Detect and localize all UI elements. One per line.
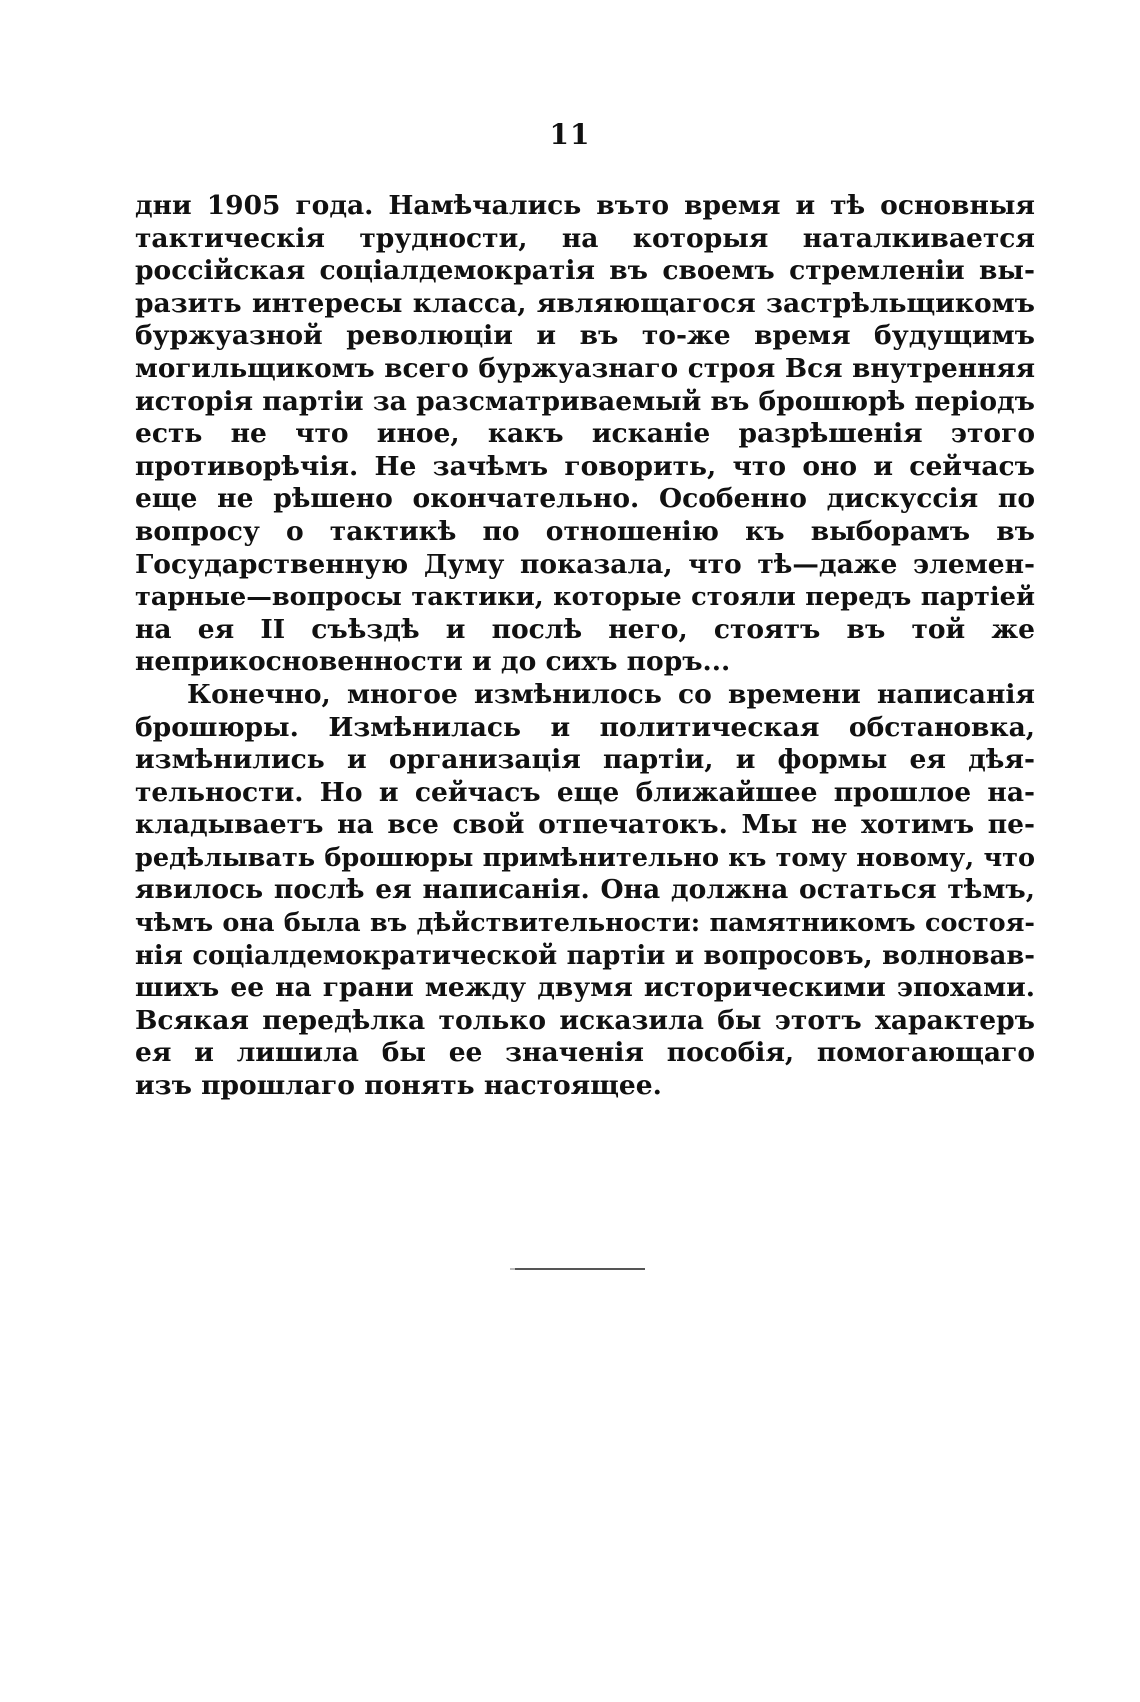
text-line: нія соціалдемократической партіи и вопросовъ, волновав- — [135, 940, 1035, 971]
text-line: кладываетъ на все свой отпечатокъ. Мы не хотимъ пе- — [135, 809, 1035, 841]
text-line: брошюры. Измѣнилась и политическая обстановка, — [135, 711, 1035, 743]
page-number: 11 — [549, 118, 591, 151]
text-line: шихъ ее на грани между двумя историческими эпохами. — [135, 972, 1035, 1004]
text-line: противорѣчія. Не зачѣмъ говорить, что оно и сейчасъ — [135, 450, 1035, 482]
text-line: исторія партіи за разсматриваемый въ брошюрѣ періодъ — [135, 385, 1035, 417]
end-rule — [515, 1268, 645, 1270]
text-line: россійская соціалдемократія въ своемъ стремленіи вы- — [135, 255, 1035, 287]
text-line: явилось послѣ ея написанія. Она должна остаться тѣмъ, — [135, 874, 1035, 906]
text-line: изъ прошлаго понять настоящее. — [135, 1070, 662, 1102]
text-line: редѣлывать брошюры примѣнительно къ тому новому, что — [135, 842, 1035, 873]
text-line: тарные—вопросы тактики, которые стояли передъ партіей — [135, 582, 1035, 613]
text-line: дни 1905 года. Намѣчались въто время и тѣ основныя — [135, 190, 1035, 221]
text-line: ея и лишила бы ее значенія пособія, помогающаго — [135, 1037, 1035, 1069]
text-line: неприкосновенности и до сихъ поръ... — [135, 646, 731, 678]
paragraph-1 — [135, 190, 1035, 679]
text-line: разить интересы класса, являющагося застрѣльщикомъ — [135, 287, 1035, 319]
text-line: вопросу о тактикѣ по отношенію къ выборамъ въ — [135, 515, 1035, 547]
text-line: есть не что иное, какъ исканіе разрѣшенія этого — [135, 418, 1035, 450]
text-line: Всякая передѣлка только исказила бы этотъ характеръ — [135, 1004, 1035, 1036]
text-line: измѣнились и организація партіи, и формы ея дѣя- — [135, 744, 1035, 776]
body-text — [135, 190, 1035, 1103]
text-line: тактическія трудности, на которыя наталкивается — [135, 222, 1035, 254]
text-line: буржуазной революціи и въ то-же время будущимъ — [135, 320, 1035, 352]
text-line: еще не рѣшено окончательно. Особенно дискуссія по — [135, 483, 1035, 515]
text-line: тельности. Но и сейчасъ еще ближайшее прошлое на- — [135, 776, 1035, 808]
text-line: на ея II съѣздѣ и послѣ него, стоятъ въ той же — [135, 613, 1035, 645]
text-line: чѣмъ она была въ дѣйствительности: памятникомъ состоя- — [135, 908, 1035, 939]
text-line: могильщикомъ всего буржуазнаго строя Вся внутренняя — [135, 352, 1035, 384]
paragraph-2 — [135, 679, 1035, 1103]
text-line: Государственную Думу показала, что тѣ—даже элемен- — [135, 548, 1035, 580]
text-line: Конечно, многое измѣнилось со времени написанія — [187, 678, 1035, 710]
